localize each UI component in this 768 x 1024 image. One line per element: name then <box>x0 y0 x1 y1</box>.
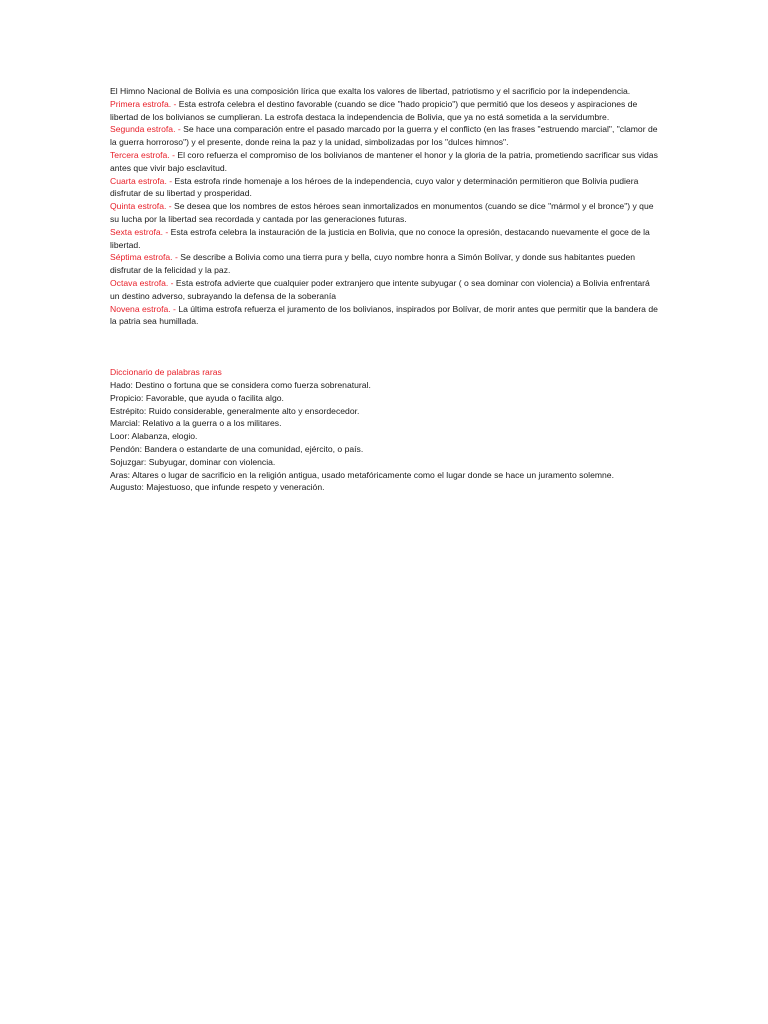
stanza-label-2: Segunda estrofa. - <box>110 124 184 135</box>
stanza-text-5: Se desea que los nombres de estos héroes sean inmortalizados en monumentos (cuando se dice "mármol y el bronce") y que su lucha por la libertad sea recordada y cantada por las generaciones futuras. <box>110 201 654 224</box>
dictionary-entry: Loor: Alabanza, elogio. <box>110 431 198 442</box>
stanza-paragraph-2 <box>110 123 660 149</box>
stanza-paragraph-8 <box>110 277 660 303</box>
stanza-paragraph-9 <box>110 303 660 329</box>
dictionary-entry: Estrépito: Ruido considerable, generalmente alto y ensordecedor. <box>110 405 360 416</box>
stanza-label-7: Séptima estrofa. - <box>110 252 181 263</box>
dictionary-entry: Pendón: Bandera o estandarte de una comunidad, ejército, o país. <box>110 443 364 454</box>
stanza-text-2: Se hace una comparación entre el pasado marcado por la guerra y el conflicto (en las frases "estruendo marcial", "clamor de la guerra horroroso") y el presente, donde reina la paz y la unidad, simbolizadas por los "dulces himnos". <box>110 124 658 148</box>
stanza-paragraph-7 <box>110 251 660 277</box>
stanza-label-8: Octava estrofa. - <box>110 277 176 288</box>
section-spacer <box>110 328 660 366</box>
stanza-paragraph-5 <box>110 200 660 226</box>
stanza-paragraph-4 <box>110 175 660 201</box>
dictionary-entry: Marcial: Relativo a la guerra o a los militares. <box>110 418 282 429</box>
document-page <box>110 85 660 494</box>
stanza-label-5: Quinta estrofa. - <box>110 201 175 212</box>
stanza-text-6: Esta estrofa celebra la instauración de la justicia en Bolivia, que no conoce la opresión, destacando nuevamente el goce de la libertad. <box>110 226 650 250</box>
stanza-text-1: Esta estrofa celebra el destino favorable (cuando se dice "hado propicio") que permitió que los deseos y aspiraciones de libertad de los bolivianos se cumplieran. La estrofa destaca la independencia de Bolivia, que ya no está sometida a la servidumbre. <box>110 98 638 122</box>
stanza-label-6: Sexta estrofa. - <box>110 226 171 237</box>
stanza-label-3: Tercera estrofa. - <box>110 149 178 160</box>
dictionary-title: Diccionario de palabras raras <box>110 367 222 378</box>
stanza-label-1: Primera estrofa. - <box>110 98 179 109</box>
dictionary-entry: Augusto: Majestuoso, que infunde respeto y veneración. <box>110 482 325 493</box>
dictionary-entry: Sojuzgar: Subyugar, dominar con violencia. <box>110 456 276 467</box>
stanza-text-9: La última estrofa refuerza el juramento de los bolivianos, inspirados por Bolívar, de morir antes que permitir que la bandera de la patria sea humillada. <box>110 303 658 327</box>
stanza-paragraph-3 <box>110 149 660 175</box>
dictionary-entry: Aras: Altares o lugar de sacrificio en la religión antigua, usado metafóricamente como el lugar donde se hace un juramento solemne. <box>110 469 614 480</box>
stanza-paragraph-6 <box>110 226 660 252</box>
stanza-label-9: Novena estrofa. - <box>110 303 179 314</box>
dictionary-entry: Hado: Destino o fortuna que se considera como fuerza sobrenatural. <box>110 379 371 390</box>
stanza-paragraph-1 <box>110 98 660 124</box>
stanza-text-4: Esta estrofa rinde homenaje a los héroes de la independencia, cuyo valor y determinación permitieron que Bolivia pudiera disfrutar de su libertad y prosperidad. <box>110 175 639 199</box>
stanza-text-3: El coro refuerza el compromiso de los bolivianos de mantener el honor y la gloria de la patria, prometiendo sacrificar sus vidas antes que vivir bajo esclavitud. <box>110 149 658 173</box>
dictionary-entry: Propicio: Favorable, que ayuda o facilita algo. <box>110 392 284 403</box>
stanza-text-7: Se describe a Bolivia como una tierra pura y bella, cuyo nombre honra a Simón Bolívar, y donde sus habitantes pueden disfrutar de la felicidad y la paz. <box>110 252 636 276</box>
stanza-text-8: Esta estrofa advierte que cualquier poder extranjero que intente subyugar ( o sea dominar con violencia) a Bolivia enfrentará un destino adverso, subrayando la defensa de la soberanía <box>110 277 650 301</box>
stanza-label-4: Cuarta estrofa. - <box>110 175 175 186</box>
intro-paragraph: El Himno Nacional de Bolivia es una composición lírica que exalta los valores de libertad, patriotismo y el sacrificio por la independencia. <box>110 86 631 96</box>
